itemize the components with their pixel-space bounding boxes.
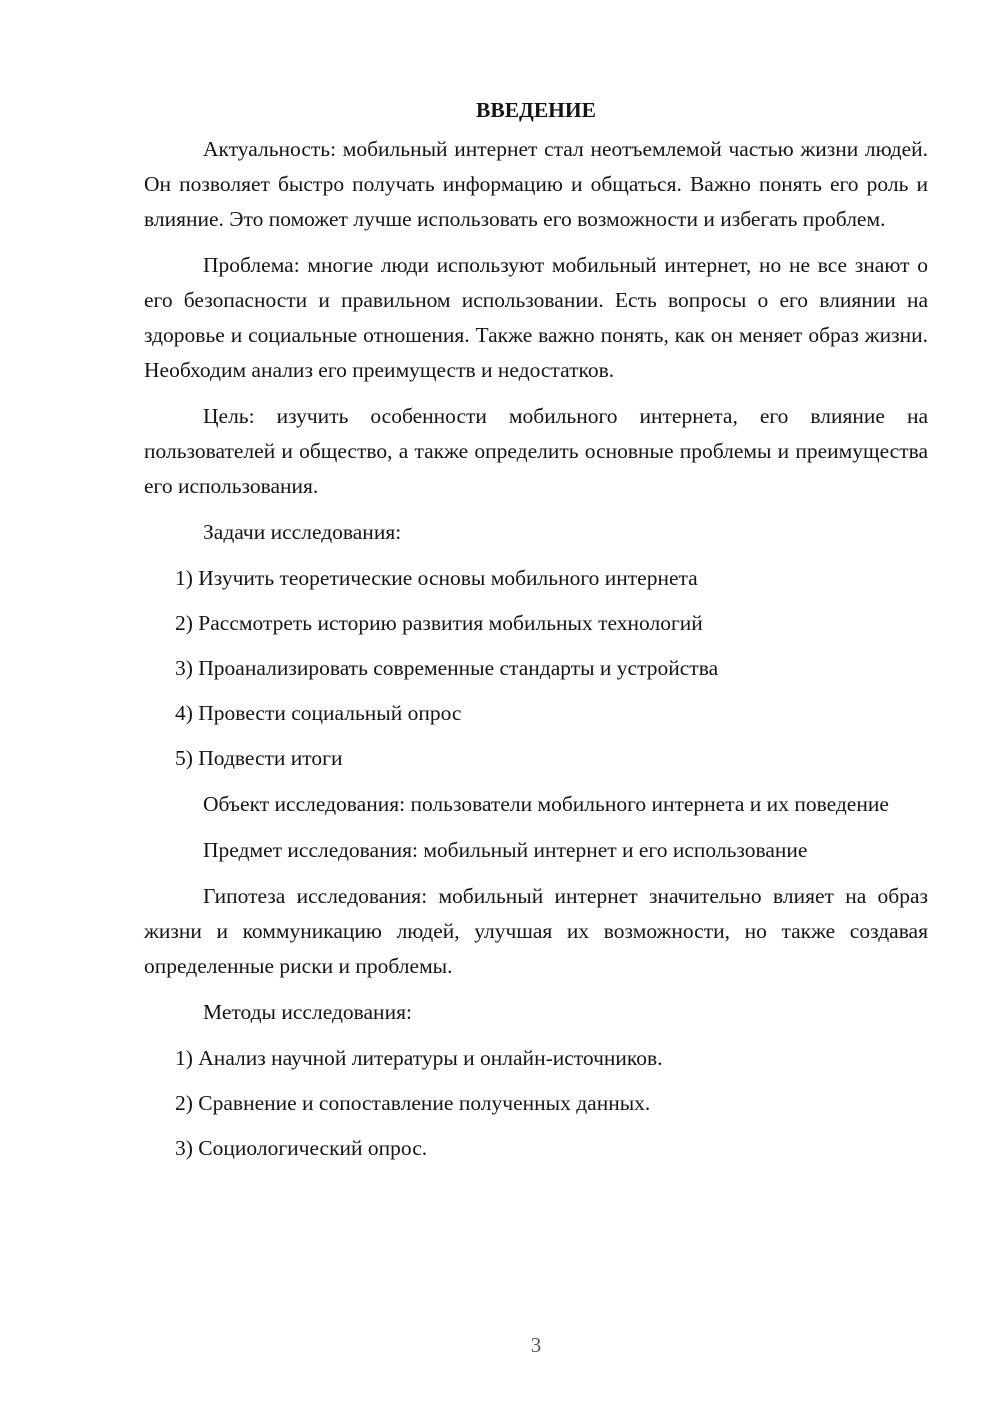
task-item: 2) Рассмотреть историю развития мобильных технологий [175,611,703,635]
method-item: 1) Анализ научной литературы и онлайн-источников. [175,1046,663,1070]
task-item: 3) Проанализировать современные стандарты и устройства [175,656,719,680]
page-title: ВВЕДЕНИЕ [476,98,596,122]
method-item: 2) Сравнение и сопоставление полученных данных. [175,1091,651,1115]
task-item: 1) Изучить теоретические основы мобильного интернета [175,566,698,590]
page-content [144,92,928,1177]
task-item: 5) Подвести итоги [175,746,343,770]
relevance-paragraph: Актуальность: мобильный интернет стал неотъемлемой частью жизни людей. Он позволяет быстро получать информацию и общаться. Важно понять его роль и влияние. Это поможет лучше использовать его возможности и избегать проблем. [144,137,928,231]
methods-list [144,1041,928,1166]
methods-heading: Методы исследования: [203,1000,412,1024]
goal-paragraph: Цель: изучить особенности мобильного интернета, его влияние на пользователей и общество, а также определить основные проблемы и преимущества его использования. [144,404,928,498]
tasks-list [144,561,928,776]
object-paragraph: Объект исследования: пользователи мобильного интернета и их поведение [203,792,889,816]
problem-paragraph: Проблема: многие люди используют мобильный интернет, но не все знают о его безопасности и правильном использовании. Есть вопросы о его влиянии на здоровье и социальные отношения. Также важно понять, как он меняет образ жизни. Необходим анализ его преимуществ и недостатков. [144,253,928,382]
tasks-heading: Задачи исследования: [203,520,402,544]
task-item: 4) Провести социальный опрос [175,701,462,725]
subject-paragraph: Предмет исследования: мобильный интернет и его использование [203,838,808,862]
page-number: 3 [530,1333,542,1357]
hypothesis-paragraph: Гипотеза исследования: мобильный интернет значительно влияет на образ жизни и коммуникацию людей, улучшая их возможности, но также создавая определенные риски и проблемы. [144,884,928,978]
method-item: 3) Социологический опрос. [175,1136,428,1160]
